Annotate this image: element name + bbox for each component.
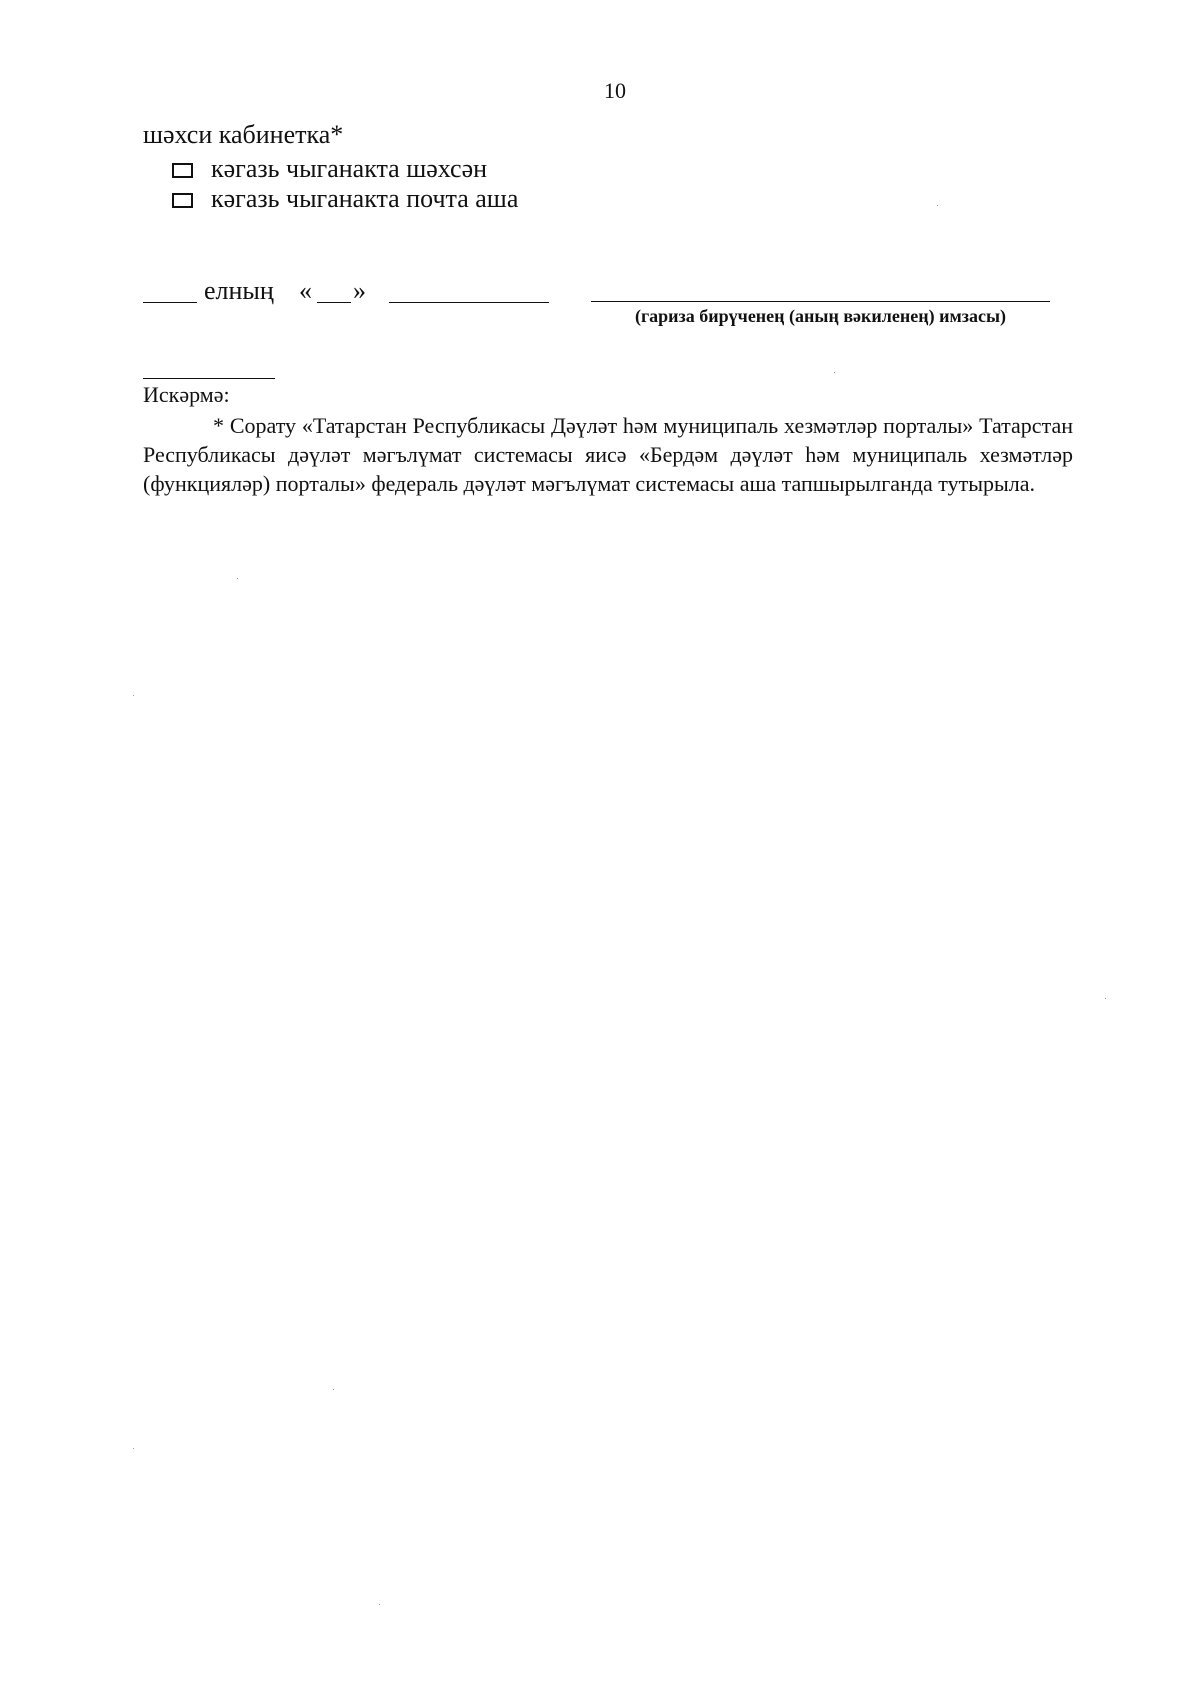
signature-line[interactable]	[591, 301, 1050, 302]
page-number: 10	[604, 78, 626, 103]
scan-speck	[333, 1389, 334, 1390]
year-word: елның	[204, 276, 274, 305]
scan-speck	[133, 695, 134, 696]
delivery-option-paper-in-person[interactable]	[172, 154, 487, 184]
signature-caption: (гариза бирүченең (аның вәкиленең) имзасы)	[635, 306, 1006, 326]
month-blank[interactable]	[389, 276, 549, 303]
close-quote: »	[353, 276, 366, 305]
scan-speck	[237, 578, 238, 579]
delivery-option-label: кәгазь чыганакта шәхсән	[211, 154, 488, 183]
scan-speck	[937, 205, 938, 206]
checkbox-icon[interactable]	[172, 193, 193, 208]
personal-cabinet-label: шәхси кабинетка*	[143, 120, 344, 149]
delivery-option-label: кәгазь чыганакта почта аша	[211, 184, 519, 213]
delivery-option-paper-by-mail[interactable]	[172, 184, 518, 214]
note-title: Искәрмә:	[143, 382, 230, 407]
open-quote: «	[299, 276, 312, 305]
scan-speck	[834, 372, 835, 373]
day-blank[interactable]	[317, 276, 351, 303]
year-blank[interactable]	[143, 276, 197, 303]
scan-speck	[1105, 998, 1106, 999]
note-text: * Сорату «Татарстан Республикасы Дәүләт һәм муниципаль хезмәтләр порталы» Татарстан Республикасы дәүләт мәгълүмат системасы яисә «Бердәм дәүләт һәм муниципаль хезмәтләр (функцияләр) порталы» федераль дәүләт мәгълүмат системасы аша тапшырылганда тутырыла.	[143, 413, 1073, 496]
checkbox-icon[interactable]	[172, 163, 193, 178]
footnote-divider	[143, 378, 275, 379]
scan-speck	[379, 1604, 380, 1605]
scan-speck	[133, 1448, 134, 1449]
